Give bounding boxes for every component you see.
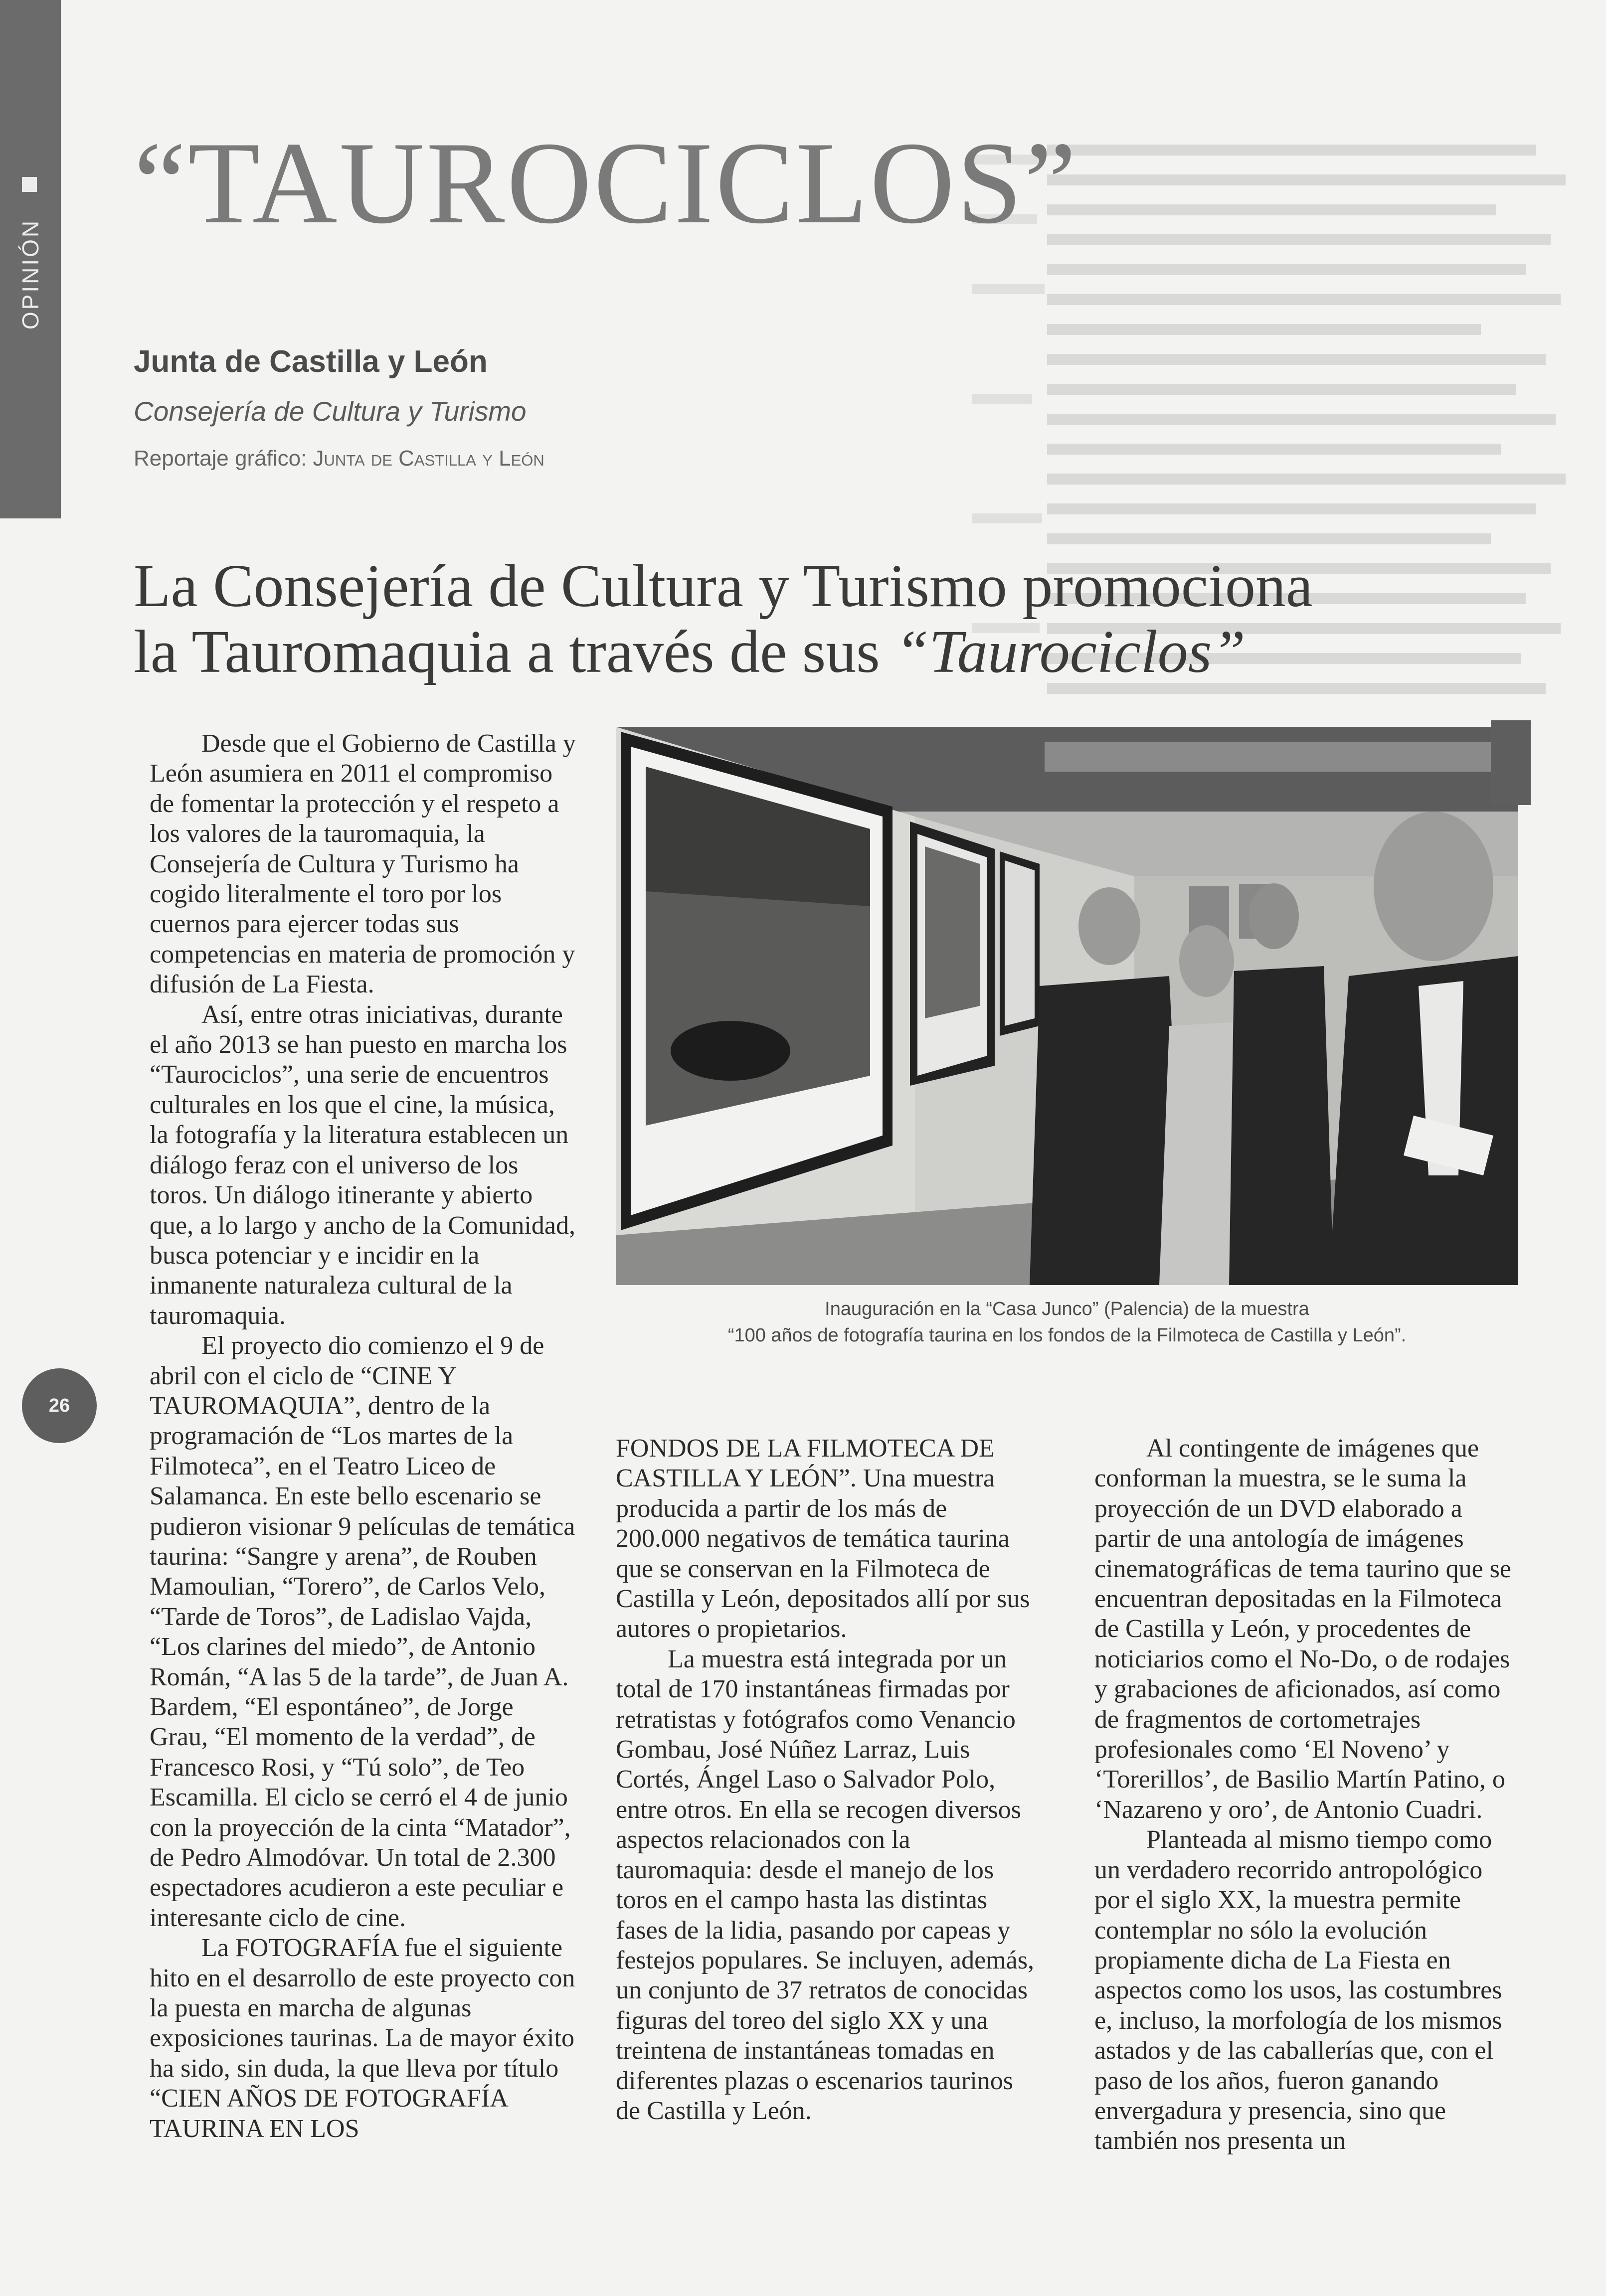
paragraph: FONDOS DE LA FILMOTECA DE CASTILLA Y LEÓN”. Una muestra producida a partir de los más de 200.000 negativos de temática taurina que se conservan en la Filmoteca de Castilla y León, depositados allí por sus autores o propietarios. (616, 1434, 1030, 1643)
paragraph: Planteada al mismo tiempo como un verdadero recorrido antropológico por el siglo XX, la muestra permite contemplar no sólo la evolución propiamente dicha de La Fiesta en aspectos como los usos, las costumbres e, incluso, la morfología de los mismos astados y de las caballerías que, con el paso de los años, fueron ganando envergadura y presencia, sino que también nos presenta un (1094, 1825, 1502, 2155)
author-organization: Junta de Castilla y León (134, 344, 488, 379)
section-marker (22, 177, 37, 192)
paragraph: Así, entre otras iniciativas, durante el año 2013 se han puesto en marcha los “Taurociclos”, una serie de encuentros culturales en los que el cine, la música, la fotografía y la literatura establecen un diálogo feraz con el universo de los toros. Un diálogo itinerante y abierto que, a lo largo y ancho de la Comunidad, busca potenciar y e incidir en la inmanente naturaleza cultural de la tauromaquia. (150, 1000, 575, 1330)
photo-credit-prefix: Reportaje gráfico: (134, 446, 313, 471)
author-department: Consejería de Cultura y Turismo (134, 396, 527, 427)
photo-caption (616, 1296, 1518, 1349)
paragraph: El proyecto dio comienzo el 9 de abril con el ciclo de “CINE Y TAUROMAQUIA”, dentro de la programación de “Los martes de la Filmoteca”, en el Teatro Liceo de Salamanca. En este bello escenario se pudieron visionar 9 películas de temática taurina: “Sangre y arena”, de Rouben Mamoulian, “Torero”, de Carlos Velo, “Tarde de Toros”, de Ladislao Vajda, “Los clarines del miedo”, de Antonio Román, “A las 5 de la tarde”, de Juan A. Bardem, “El espontáneo”, de Jorge Grau, “El momento de la verdad”, de Francesco Rosi, y “Tú solo”, de Teo Escamilla. El ciclo se cerró el 4 de junio con la proyección de la cinta “Matador”, de Pedro Almodóvar. Un total de 2.300 espectadores acudieron a este peculiar e interesante ciclo de cine. (150, 1331, 575, 1932)
article-column-3 (1094, 1434, 1521, 2156)
photo-credit-name: Junta de Castilla y León (313, 446, 544, 471)
paragraph: La FOTOGRAFÍA fue el siguiente hito en el desarrollo de este proyecto con la puesta en marcha de algunas exposiciones taurinas. La de mayor éxito ha sido, sin duda, la que lleva por título “CIEN AÑOS DE FOTOGRAFÍA TAURINA EN LOS (150, 1934, 575, 2143)
exhibition-photo (616, 727, 1518, 1285)
article-headline (134, 553, 1560, 685)
article-column-2 (616, 1434, 1037, 2126)
paragraph: Al contingente de imágenes que conforman la muestra, se le suma la proyección de un DVD elaborado a partir de una antología de imágenes cinematográficas de tema taurino que se encuentran depositadas en la Filmoteca de Castilla y León, y procedentes de noticiarios como el No-Do, o de rodajes y grabaciones de aficionados, así como de fragmentos de cortometrajes profesionales como ‘El Noveno’ y ‘Torerillos’, de Basilio Martín Patino, o ‘Nazareno y oro’, de Antonio Cuadri. (1094, 1434, 1511, 1824)
article-column-1 (150, 729, 576, 2144)
page-number: 26 (22, 1368, 97, 1443)
paragraph: Desde que el Gobierno de Castilla y León asumiera en 2011 el compromiso de fomentar la protección y el respeto a los valores de la tauromaquia, la Consejería de Cultura y Turismo ha cogido literalmente el toro por los cuernos para ejercer todas sus competencias en materia de promoción y difusión de La Fiesta. (150, 729, 576, 999)
paragraph: La muestra está integrada por un total de 170 instantáneas firmadas por retratistas y fotógrafos como Venancio Gombau, José Núñez Larraz, Luis Cortés, Ángel Laso o Salvador Polo, entre otros. En ella se recogen diversos aspectos relacionados con la tauromaquia: desde el manejo de los toros en el campo hasta las distintas fases de la lidia, pasando por capeas y festejos populares. Se incluyen, además, un conjunto de 37 retratos de conocidas figuras del toreo del siglo XX y una treintena de instantáneas tomadas en diferentes plazas o escenarios taurinos de Castilla y León. (616, 1644, 1034, 2125)
headline-line1: La Consejería de Cultura y Turismo promociona (134, 552, 1313, 620)
caption-line1: Inauguración en la “Casa Junco” (Palencia) de la muestra (825, 1299, 1309, 1319)
photo-corner-mark (1491, 720, 1531, 805)
section-label: OPINIÓN (17, 218, 43, 330)
headline-line2-italic: “Taurociclos” (895, 618, 1246, 685)
caption-line2: “100 años de fotografía taurina en los fondos de la Filmoteca de Castilla y León”. (727, 1325, 1407, 1346)
article-photo (616, 727, 1518, 1285)
photo-credit (134, 446, 544, 471)
headline-line2: la Tauromaquia a través de sus (134, 618, 895, 685)
page-title: “TAUROCICLOS” (134, 118, 1078, 248)
